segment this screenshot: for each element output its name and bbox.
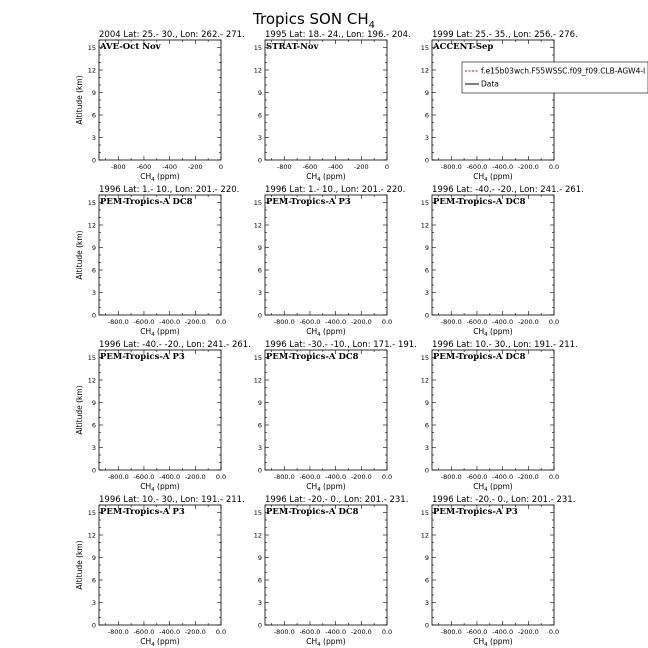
x-tick-label: -400.0 xyxy=(492,318,514,326)
x-tick-label: 0.0 xyxy=(548,163,560,171)
y-tick-label: 6 xyxy=(257,421,262,430)
panel xyxy=(254,30,411,183)
y-tick-label: 9 xyxy=(91,88,96,97)
y-tick-label: 15 xyxy=(420,43,429,52)
panel xyxy=(75,185,239,338)
x-tick-label: -800 xyxy=(110,163,126,171)
panel xyxy=(254,495,409,648)
y-tick-label: 12 xyxy=(87,531,96,540)
y-tick-label: 0 xyxy=(91,621,96,630)
x-axis-label: $CH_4$ (ppm) xyxy=(140,637,180,648)
panel xyxy=(75,495,245,648)
figure-title: Tropics SON $CH_4$ xyxy=(253,10,375,31)
y-tick-label: 15 xyxy=(87,508,96,517)
y-tick-label: 15 xyxy=(420,353,429,362)
panel-label: AVE-Oct Nov xyxy=(100,42,161,52)
x-tick-label: 0.0 xyxy=(548,473,560,481)
x-tick-label: -200.0 xyxy=(517,628,539,636)
panel-header: 1996 Lat: 10.- 30., Lon: 191.- 211. xyxy=(99,495,245,505)
plot-frame xyxy=(99,195,221,315)
y-tick-label: 12 xyxy=(420,376,429,385)
x-axis-label: $CH_4$ (ppm) xyxy=(473,637,513,648)
x-tick-label: -800.0 xyxy=(273,473,295,481)
y-tick-label: 12 xyxy=(253,531,262,540)
x-tick-label: -200.0 xyxy=(184,473,206,481)
x-tick-label: -600.0 xyxy=(466,163,488,171)
y-tick-label: 3 xyxy=(424,133,429,142)
x-tick-label: -800.0 xyxy=(107,318,129,326)
x-axis-label: $CH_4$ (ppm) xyxy=(140,482,180,493)
y-tick-label: 9 xyxy=(257,88,262,97)
y-tick-label: 3 xyxy=(257,288,262,297)
panel-header: 1996 Lat: 1.- 10., Lon: 201.- 220. xyxy=(99,185,240,195)
panel-header: 1999 Lat: 25.- 35., Lon: 256.- 276. xyxy=(432,30,578,40)
x-tick-label: -800.0 xyxy=(440,318,462,326)
x-tick-label: 0.0 xyxy=(381,628,393,636)
x-tick-label: -200.0 xyxy=(350,628,372,636)
y-tick-label: 12 xyxy=(87,66,96,75)
x-tick-label: -600.0 xyxy=(466,628,488,636)
x-tick-label: 0 xyxy=(218,163,224,171)
y-tick-label: 15 xyxy=(253,508,262,517)
y-tick-label: 3 xyxy=(91,133,96,142)
y-tick-label: 3 xyxy=(257,598,262,607)
y-tick-label: 3 xyxy=(91,288,96,297)
panel-label: PEM-Tropics-A P3 xyxy=(100,507,185,517)
y-tick-label: 6 xyxy=(257,111,262,120)
x-tick-label: 0.0 xyxy=(548,628,560,636)
y-tick-label: 15 xyxy=(253,353,262,362)
y-tick-label: 15 xyxy=(420,508,429,517)
y-axis-label: Altitude (km) xyxy=(75,230,84,280)
x-tick-label: 0.0 xyxy=(215,473,227,481)
y-tick-label: 0 xyxy=(424,621,429,630)
x-axis-label: $CH_4$ (ppm) xyxy=(306,327,346,338)
x-tick-label: -200 xyxy=(187,163,203,171)
panel-label: STRAT-Nov xyxy=(266,42,319,52)
y-tick-label: 0 xyxy=(91,311,96,320)
x-tick-label: 0.0 xyxy=(548,318,560,326)
plot-frame xyxy=(265,40,387,160)
panel-label: PEM-Tropics-A P3 xyxy=(433,507,518,517)
panel-header: 1995 Lat: 18.- 24., Lon: 196.- 204. xyxy=(265,30,411,40)
y-tick-label: 6 xyxy=(424,266,429,275)
x-tick-label: -800.0 xyxy=(440,628,462,636)
plot-frame xyxy=(265,195,387,315)
x-tick-label: -400.0 xyxy=(492,628,514,636)
x-tick-label: 0.0 xyxy=(381,318,393,326)
x-tick-label: -600.0 xyxy=(299,473,321,481)
panel xyxy=(75,30,245,183)
y-tick-label: 0 xyxy=(424,156,429,165)
panel-header: 1996 Lat: 1.- 10., Lon: 201.- 220. xyxy=(265,185,406,195)
x-tick-label: -200.0 xyxy=(184,318,206,326)
y-tick-label: 9 xyxy=(257,398,262,407)
x-tick-label: -400.0 xyxy=(492,163,514,171)
y-tick-label: 12 xyxy=(420,531,429,540)
x-tick-label: -400.0 xyxy=(159,628,181,636)
panel-header: 1996 Lat: -40.- -20., Lon: 241.- 261. xyxy=(432,185,584,195)
y-tick-label: 9 xyxy=(91,553,96,562)
x-tick-label: -200.0 xyxy=(184,628,206,636)
y-tick-label: 0 xyxy=(91,156,96,165)
panel-header: 1996 Lat: -20.- 0., Lon: 201.- 231. xyxy=(265,495,409,505)
x-tick-label: -200.0 xyxy=(517,318,539,326)
y-tick-label: 9 xyxy=(424,553,429,562)
plot-frame xyxy=(432,350,554,470)
y-tick-label: 12 xyxy=(420,66,429,75)
x-tick-label: -800.0 xyxy=(273,318,295,326)
x-tick-label: -600.0 xyxy=(133,628,155,636)
x-axis-label: $CH_4$ (ppm) xyxy=(473,482,513,493)
x-tick-label: -800 xyxy=(276,163,292,171)
panel-label: PEM-Tropics-A DC8 xyxy=(266,507,359,517)
panel xyxy=(421,30,648,183)
plot-frame xyxy=(432,505,554,625)
y-tick-label: 0 xyxy=(91,466,96,475)
y-tick-label: 9 xyxy=(91,243,96,252)
x-tick-label: -600.0 xyxy=(466,473,488,481)
y-tick-label: 3 xyxy=(424,443,429,452)
y-tick-label: 15 xyxy=(253,43,262,52)
panel-label: PEM-Tropics-A DC8 xyxy=(433,197,526,207)
x-tick-label: 0.0 xyxy=(215,628,227,636)
plot-frame xyxy=(265,505,387,625)
x-tick-label: -400.0 xyxy=(492,473,514,481)
panel xyxy=(254,185,406,338)
y-tick-label: 12 xyxy=(420,221,429,230)
x-tick-label: -800.0 xyxy=(440,163,462,171)
panel xyxy=(421,340,578,493)
x-axis-label: $CH_4$ (ppm) xyxy=(473,172,513,183)
x-tick-label: -600.0 xyxy=(299,628,321,636)
panel xyxy=(421,185,584,338)
y-tick-label: 12 xyxy=(253,66,262,75)
x-tick-label: -400.0 xyxy=(325,473,347,481)
y-tick-label: 0 xyxy=(424,311,429,320)
x-tick-label: -200.0 xyxy=(350,473,372,481)
y-tick-label: 0 xyxy=(257,311,262,320)
x-tick-label: 0 xyxy=(384,163,390,171)
panel-grid xyxy=(75,30,648,648)
y-tick-label: 6 xyxy=(257,576,262,585)
panel-label: ACCENT-Sep xyxy=(433,42,494,52)
x-tick-label: 0.0 xyxy=(215,318,227,326)
x-tick-label: -400.0 xyxy=(159,318,181,326)
x-axis-label: $CH_4$ (ppm) xyxy=(473,327,513,338)
plot-frame xyxy=(432,40,554,160)
plot-frame xyxy=(99,350,221,470)
y-tick-label: 0 xyxy=(257,466,262,475)
y-tick-label: 9 xyxy=(424,88,429,97)
x-tick-label: -200.0 xyxy=(517,473,539,481)
panel-label: PEM-Tropics-A DC8 xyxy=(266,352,359,362)
x-tick-label: -600.0 xyxy=(133,318,155,326)
y-tick-label: 15 xyxy=(420,198,429,207)
panel xyxy=(75,340,251,493)
x-tick-label: -400.0 xyxy=(325,628,347,636)
y-tick-label: 6 xyxy=(91,266,96,275)
y-tick-label: 9 xyxy=(257,553,262,562)
y-tick-label: 6 xyxy=(257,266,262,275)
y-tick-label: 9 xyxy=(424,398,429,407)
y-tick-label: 3 xyxy=(257,133,262,142)
y-tick-label: 15 xyxy=(87,198,96,207)
y-tick-label: 15 xyxy=(87,353,96,362)
x-tick-label: -600.0 xyxy=(466,318,488,326)
y-tick-label: 3 xyxy=(424,598,429,607)
panel-header: 2004 Lat: 25.- 30., Lon: 262.- 271. xyxy=(99,30,245,40)
panel xyxy=(254,340,417,493)
x-tick-label: -400 xyxy=(162,163,178,171)
y-tick-label: 0 xyxy=(257,621,262,630)
plot-frame xyxy=(265,350,387,470)
x-tick-label: -600.0 xyxy=(299,318,321,326)
x-tick-label: -400 xyxy=(328,163,344,171)
legend-entry: Data xyxy=(481,79,499,89)
y-tick-label: 15 xyxy=(87,43,96,52)
x-tick-label: -800.0 xyxy=(440,473,462,481)
y-tick-label: 6 xyxy=(91,111,96,120)
x-axis-label: $CH_4$ (ppm) xyxy=(306,172,346,183)
panel xyxy=(421,495,576,648)
y-tick-label: 6 xyxy=(91,421,96,430)
x-tick-label: -800.0 xyxy=(107,473,129,481)
x-tick-label: -600 xyxy=(302,163,318,171)
x-tick-label: -200.0 xyxy=(350,318,372,326)
x-axis-label: $CH_4$ (ppm) xyxy=(306,637,346,648)
plot-frame xyxy=(99,40,221,160)
x-axis-label: $CH_4$ (ppm) xyxy=(140,172,180,183)
legend-entry: f.e15b03wch.F55WSSC.f09_f09.CLB-AGW4-I xyxy=(481,66,646,76)
x-tick-label: -600.0 xyxy=(133,473,155,481)
y-tick-label: 3 xyxy=(91,443,96,452)
y-tick-label: 6 xyxy=(424,576,429,585)
x-tick-label: -600 xyxy=(136,163,152,171)
panel-label: PEM-Tropics-A DC8 xyxy=(100,197,193,207)
y-tick-label: 6 xyxy=(424,421,429,430)
y-axis-label: Altitude (km) xyxy=(75,385,84,435)
y-tick-label: 12 xyxy=(87,221,96,230)
y-tick-label: 3 xyxy=(257,443,262,452)
panel-header: 1996 Lat: -20.- 0., Lon: 201.- 231. xyxy=(432,495,576,505)
plot-frame xyxy=(432,195,554,315)
y-tick-label: 12 xyxy=(253,221,262,230)
y-tick-label: 0 xyxy=(257,156,262,165)
y-axis-label: Altitude (km) xyxy=(75,540,84,590)
x-tick-label: -400.0 xyxy=(325,318,347,326)
y-tick-label: 3 xyxy=(424,288,429,297)
panel-header: 1996 Lat: -30.- -10., Lon: 171.- 191. xyxy=(265,340,417,350)
x-tick-label: -200 xyxy=(353,163,369,171)
y-axis-label: Altitude (km) xyxy=(75,75,84,125)
y-tick-label: 6 xyxy=(91,576,96,585)
x-axis-label: $CH_4$ (ppm) xyxy=(306,482,346,493)
panel-label: PEM-Tropics-A P3 xyxy=(266,197,351,207)
panel-header: 1996 Lat: 10.- 30., Lon: 191.- 211. xyxy=(432,340,578,350)
y-tick-label: 9 xyxy=(91,398,96,407)
panel-label: PEM-Tropics-A DC8 xyxy=(433,352,526,362)
x-tick-label: -200.0 xyxy=(517,163,539,171)
x-tick-label: -400.0 xyxy=(159,473,181,481)
x-tick-label: 0.0 xyxy=(381,473,393,481)
y-tick-label: 9 xyxy=(257,243,262,252)
y-tick-label: 12 xyxy=(253,376,262,385)
y-tick-label: 12 xyxy=(87,376,96,385)
y-tick-label: 3 xyxy=(91,598,96,607)
panel-label: PEM-Tropics-A P3 xyxy=(100,352,185,362)
y-tick-label: 0 xyxy=(424,466,429,475)
x-tick-label: -800.0 xyxy=(273,628,295,636)
plot-frame xyxy=(99,505,221,625)
y-tick-label: 15 xyxy=(253,198,262,207)
y-tick-label: 6 xyxy=(424,111,429,120)
panel-header: 1996 Lat: -40.- -20., Lon: 241.- 261. xyxy=(99,340,251,350)
y-tick-label: 9 xyxy=(424,243,429,252)
x-axis-label: $CH_4$ (ppm) xyxy=(140,327,180,338)
x-tick-label: -800.0 xyxy=(107,628,129,636)
